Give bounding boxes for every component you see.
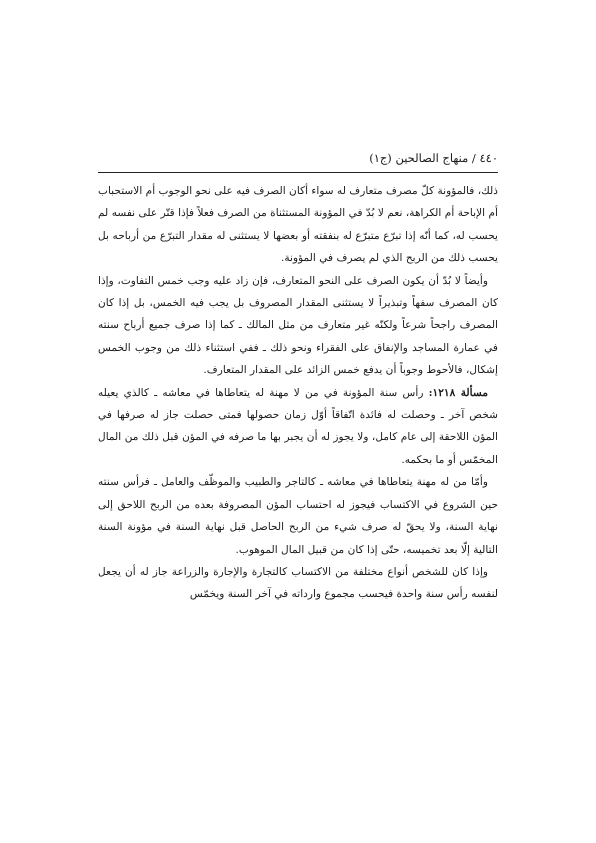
- paragraph-1: [98, 180, 498, 270]
- paragraph-text: رأس سنة المؤونة في من لا مهنة له يتعاطاها في معاشه ـ كالذي يعيله شخص آخر ـ وحصلت له فائدة اتّفاقاً أوّل زمان حصولها فمتى حصلت جاز له صرفها في المؤن اللاحقة إلى عام كامل، ولا يجوز له أن يجبر بها ما صرفه في المؤن قبل ذلك من المال المخمّس أو ما بحكمه.: [98, 386, 498, 466]
- paragraph-issue-1218: [98, 382, 498, 472]
- paragraph-5: [98, 561, 498, 606]
- paragraph-4: [98, 471, 498, 561]
- page-header: [98, 150, 498, 173]
- running-header-title: ٤٤٠ / منهاج الصالحين (ج١): [369, 151, 498, 165]
- page-body: [98, 180, 498, 606]
- issue-number-label: مسألة ١٢١٨:: [428, 386, 489, 399]
- paragraph-text: وأيضاً لا بُدّ أن يكون الصرف على النحو المتعارف، فإن زاد عليه وجب خمس التفاوت، وإذا كان المصرف سفهاً وتبذيراً لا يستثنى المقدار المصروف بل يجب فيه الخمس، بل إذا كان المصرف راجحاً شرعاً ولكنّه غير متعارف من مثل المالك ـ كما إذا صرف جميع أرباح سنته في عمارة المساجد والإنفاق على الفقراء ونحو ذلك ـ ففي استثناء ذلك من وجوب الخمس إشكال، فالأحوط وجوباً أن يدفع خمس الزائد على المقدار المتعارف.: [98, 274, 498, 377]
- paragraph-text: ذلك، فالمؤونة كلّ مصرف متعارف له سواء أكان الصرف فيه على نحو الوجوب أم الاستحباب أم الإباحة أم الكراهة، نعم لا بُدّ في المؤونة المستثناة من الصرف فعلاً فإذا قتّر على نفسه لم يحسب له، كما أنّه إذا تبرّع متبرّع له بنفقته أو بعضها لا يستثنى له مقدار التبرّع من أرباحه بل يحسب ذلك من الربح الذي لم يصرف في المؤونة.: [97, 185, 498, 265]
- paragraph-2: [98, 270, 498, 382]
- paragraph-text: وأمّا من له مهنة يتعاطاها في معاشه ـ كالتاجر والطبيب والموظّف والعامل ـ فرأس سنته حين الشروع في الاكتساب فيجوز له احتساب المؤن المصروفة بعده من الربح اللاحق إلى نهاية السنة، ولا يحقّ له صرف شيء من الربح الحاصل قبل نهاية السنة في مؤونة السنة التالية إلّا بعد تخميسه، حتّى إذا كان من قبيل المال الموهوب.: [98, 476, 498, 556]
- paragraph-text: وإذا كان للشخص أنواع مختلفة من الاكتساب كالتجارة والإجارة والزراعة جاز له أن يجعل لنفسه رأس سنة واحدة فيحسب مجموع وارداته في آخر السنة ويخمّس: [98, 565, 498, 601]
